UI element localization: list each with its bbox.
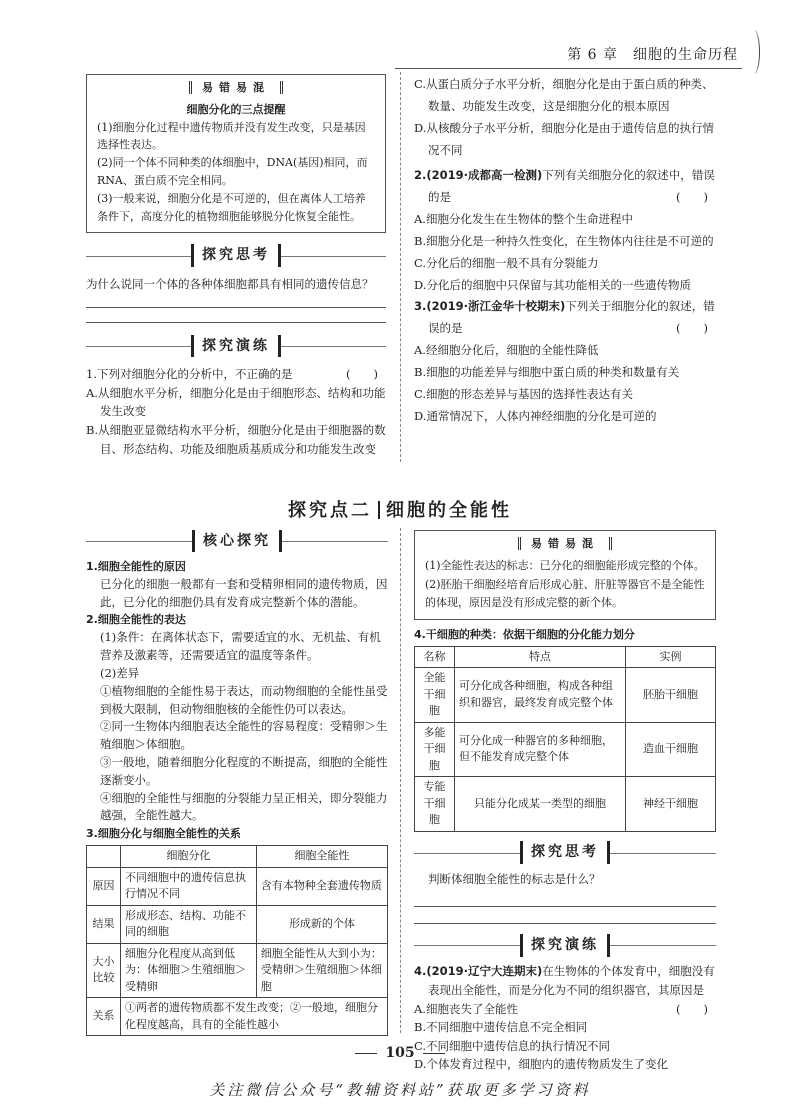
page-number-dash [423,1053,445,1054]
row-label: 专能干细胞 [415,777,455,832]
left-top-column [86,74,386,458]
table-row [87,905,388,943]
paragraph: ④细胞的全能性与细胞的分裂能力呈正相关，即分裂能力越强，全能性越大。 [100,790,388,823]
tip-item: (3)一般来说，细胞分化是不可逆的，但在离体人工培养条件下，高度分化的植物细胞能够脱分化恢复全能性。 [97,191,366,223]
option-b: B.从细胞亚显微结构水平分析，细胞分化是由于细胞器的数目、形态结构、功能及细胞质基质成分和功能发生改变 [86,423,386,456]
question-2 [414,165,716,296]
row-label: 关系 [87,998,121,1036]
table-cell: 可分化成各种细胞，构成各种组织和器官，最终发育成完整个体 [455,668,626,723]
table-cell: 不同细胞中的遗传信息执行情况不同 [121,867,257,905]
table-cell: 可分化成一种器官的多种细胞，但不能发育成完整个体 [455,722,626,777]
table-cell: 含有本物种全套遗传物质 [256,867,387,905]
table-row [87,867,388,905]
header-ornament [748,30,760,74]
answer-blank: ( ) [346,367,378,382]
think-section-title: 探究思考 [86,245,386,267]
question-1-stem: 1.下列对细胞分化的分析中，不正确的是 [86,367,293,382]
option-c: C.细胞的形态差异与基因的选择性表达有关 [414,386,634,401]
right-top-column [414,74,716,428]
option-b: B.细胞的功能差异与细胞中蛋白质的种类和数量有关 [414,364,680,379]
section-name: 细胞的全能性 [386,500,512,521]
table-header-cell [87,846,121,868]
heading-2: 2.细胞全能性的表达 [86,613,186,627]
tip-item: (1)细胞分化过程中遗传物质并没有发生改变，只是基因选择性表达。 [97,120,366,152]
table-cell: 形成形态、结构、功能不同的细胞 [121,905,257,943]
answer-line [86,307,386,308]
question-3-source: 3.(2019·浙江金华十校期末) [414,299,566,314]
option-a: A.经细胞分化后，细胞的全能性降低 [414,343,599,358]
row-label: 多能干细胞 [415,722,455,777]
table-row [415,777,716,832]
option-c: C.分化后的细胞一般不具有分裂能力 [414,255,599,270]
column-divider-top [400,72,401,462]
option-d: D.分化后的细胞中只保留与其功能相关的一些遗传物质 [414,277,691,292]
table-header-row [87,846,388,868]
core-section-title: 核心探究 [86,530,388,552]
question-4-source: 4.(2019·辽宁大连期末) [414,964,543,979]
option-c: C.从蛋白质分子水平分析，细胞分化是由于蛋白质的种类、数量、功能发生改变，这是细胞分化的根本原因 [414,77,714,113]
option-b: B.不同细胞中遗传信息不完全相同 [414,1020,588,1035]
column-divider-bottom [400,528,401,1033]
stem-cell-table [414,646,716,832]
option-d: D.从核酸分子水平分析，细胞分化是由于遗传信息的执行情况不同 [414,120,714,157]
question-2-source: 2.(2019·成都高一检测) [414,168,543,183]
paragraph: ①植物细胞的全能性易于表达，而动物细胞的全能性虽受到极大限制，但动物细胞核的全能性仍可以表达。 [100,683,388,716]
header-rule [395,68,742,69]
answer-blank: ( ) [676,190,708,205]
think-section-title: 探究思考 [414,842,716,864]
practice-section-title: 探究演练 [86,335,386,357]
paragraph: ③一般地，随着细胞分化程度的不断提高，细胞的全能性逐渐变小。 [100,754,388,787]
page-number: 105 [0,1042,800,1065]
think-question: 判断体细胞全能性的标志是什么？ [428,871,601,886]
option-d: D.通常情况下，人体内神经细胞的分化是可逆的 [414,408,657,423]
row-label: 全能干细胞 [415,668,455,723]
question-1 [86,365,386,458]
title-divider [378,501,380,519]
left-bottom-column [86,530,388,1036]
table-row [87,998,388,1036]
table-cell: 形成新的个体 [256,905,387,943]
paragraph: ②同一生物体内细胞表达全能性的容易程度：受精卵＞生殖细胞＞体细胞。 [100,719,388,752]
answer-blank: ( ) [676,1001,708,1016]
think-question: 为什么说同一个体的各种体细胞都具有相同的遗传信息？ [86,276,374,291]
question-2-stem: 下列有关细胞分化的叙述中，错误的是 [428,168,715,205]
answer-blank: ( ) [676,321,708,336]
heading-4: 4.干细胞的种类：依据干细胞的分化能力划分 [414,627,635,641]
tip-tag: 易错易混 [425,535,705,553]
section-number: 探究点二 [288,500,372,521]
table-row [87,943,388,998]
tip-box-1 [86,74,386,233]
paragraph: 已分化的细胞一般都有一套和受精卵相同的遗传物质，因此，已分化的细胞仍具有发育成完整新个体的潜能。 [100,576,388,609]
section-title [0,496,800,525]
answer-line [86,322,386,323]
heading-1: 1.细胞全能性的原因 [86,560,186,573]
table-cell: 细胞分化程度从高到低为：体细胞＞生殖细胞＞受精卵 [121,943,257,998]
question-3 [414,296,716,427]
option-a: A.细胞丧失了全能性 [414,1001,518,1016]
table-cell: 神经干细胞 [626,777,716,832]
option-a: A.细胞分化发生在生物体的整个生命进程中 [414,212,633,227]
table-cell: 胚胎干细胞 [626,668,716,723]
table-header-cell: 特点 [455,646,626,668]
answer-line [414,906,716,907]
heading-3: 3.细胞分化与细胞全能性的关系 [86,827,241,841]
row-label: 结果 [87,905,121,943]
comparison-table [86,845,388,1036]
tip-box-2 [414,530,716,620]
answer-line [414,923,716,924]
tips-title: 细胞分化的三点提醒 [186,102,286,116]
option-b: B.细胞分化是一种持久性变化，在生物体内往往是不可逆的 [414,233,714,248]
table-cell: ①两者的遗传物质都不发生改变；②一般地，细胞分化程度越高，具有的全能性越小 [121,998,388,1036]
option-a: A.从细胞水平分析，细胞分化是由于细胞形态、结构和功能发生改变 [86,385,386,419]
paragraph: (2)差异 [100,665,140,680]
row-label: 大小比较 [87,943,121,998]
table-cell: 只能分化成某一类型的细胞 [455,777,626,832]
chapter-header: 第 6 章 细胞的生命历程 [567,47,738,63]
right-bottom-column [414,530,716,1074]
paragraph: (1)条件：在离体状态下，需要适宜的水、无机盐、有机营养及激素等，还需要适宜的温度等条件。 [100,630,381,663]
option-d: D.个体发育过程中，细胞内的遗传物质发生了变化 [414,1057,668,1072]
practice-section-title: 探究演练 [414,934,716,956]
table-header-cell: 细胞分化 [121,846,257,868]
page-number-dash [355,1053,377,1054]
table-cell: 细胞全能性从大到小为：受精卵＞生殖细胞＞体细胞 [256,943,387,998]
question-3-stem: 下列关于细胞分化的叙述，错误的是 [428,299,715,336]
table-header-cell: 名称 [415,646,455,668]
table-row [415,722,716,777]
table-cell: 造血干细胞 [626,722,716,777]
table-header-cell: 实例 [626,646,716,668]
table-header-cell: 细胞全能性 [256,846,387,868]
tip-item: (1)全能性表达的标志：已分化的细胞能形成完整的个体。 [425,558,705,572]
tip-tag: 易错易混 [97,79,375,97]
table-header-row [415,646,716,668]
tip-item: (2)胚胎干细胞经培育后形成心脏、肝脏等器官不是全能性的体现，原因是没有形成完整的新个体。 [425,577,705,610]
footer-note: 关注微信公众号“教辅资料站”获取更多学习资料 [209,1081,591,1099]
option-c: C.不同细胞中遗传信息的执行情况不同 [414,1038,611,1053]
table-row [415,668,716,723]
tip-item: (2)同一个体不同种类的体细胞中，DNA(基因)相同，而 RNA、蛋白质不完全相同。 [97,156,368,188]
question-4-stem: 在生物体的个体发育中，细胞没有表现出全能性，而是分化为不同的组织器官，其原因是 [428,964,715,997]
row-label: 原因 [87,867,121,905]
